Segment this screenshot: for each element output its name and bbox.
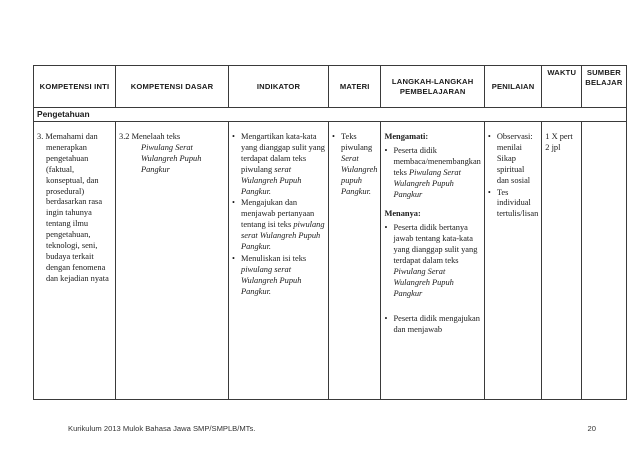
menanya-label: Menanya: [384,209,421,219]
ki-cell [34,121,116,399]
section-row [34,108,627,122]
kd-italic-text: Piwulang Serat Wulangreh Pupuh Pangkur [141,142,202,174]
list-item: • Menuliskan isi teks piwulang serat Wulangreh Pupuh Pangkur. [232,254,325,298]
header-waktu: WAKTU [542,66,582,108]
list-item: • Peserta didik bertanya jawab tentang kata-kata yang dianggap sulit yang terdapat dalam teks Piwulang Serat Wulangreh Pupuh Pangkur [384,223,480,299]
list-item: • Tes individual tertulis/lisan [488,188,538,221]
header-indikator: INDIKATOR [229,66,329,108]
header-langkah: LANGKAH-LANGKAH PEMBELAJARAN [381,66,484,108]
ki-text: 3. Memahami dan menerapkan pengetahuan (faktual, konseptual, dan prosedural) berdasarkan rasa ingin tahunya tentang ilmu pengetahuan, teknologi, seni, budaya terkait dengan fenomena dan kejadian nyata [37,131,109,283]
list-item: • Mengajukan dan menjawab pertanyaan tentang isi teks piwulang serat Wulangreh Pupuh Pangkur. [232,198,325,253]
waktu-cell: 1 X pert 2 jpl [542,121,582,399]
penilaian-list [488,132,538,220]
materi-list [332,132,377,198]
langkah-cell [381,121,484,399]
mengamati-label: Mengamati: [384,131,429,141]
list-item: • Observasi: menilai Sikap spiritual dan sosial [488,132,538,187]
header-row [34,66,627,108]
menanya-list [384,223,480,335]
header-penilaian: PENILAIAN [484,66,541,108]
section-label: Pengetahuan [34,108,627,122]
mengamati-list [384,146,480,201]
header-kompetensi-dasar: KOMPETENSI DASAR [116,66,229,108]
header-kompetensi-inti: KOMPETENSI INTI [34,66,116,108]
page-footer: Kurikulum 2013 Mulok Bahasa Jawa SMP/SMPLB/MTs. [68,424,256,433]
list-item: • Mengartikan kata-kata yang dianggap sulit yang terdapat dalam teks piwulang serat Wulangreh Pupuh Pangkur. [232,132,325,198]
list-item: • Peserta didik membaca/menembangkan teks Piwulang Serat Wulangreh Pupuh Pangkur [384,146,480,201]
header-sumber-belajar: SUMBER BELAJAR [582,66,626,108]
list-item: • Peserta didik mengajukan dan menjawab [384,314,480,336]
content-row [34,121,627,399]
rpp-table [33,65,627,400]
indikator-list [232,132,325,298]
indikator-cell [229,121,329,399]
page-number: 20 [587,424,596,433]
header-materi: MATERI [329,66,381,108]
penilaian-cell [484,121,541,399]
kd-cell [116,121,229,399]
kd-text: 3.2 Menelaah teks [119,131,181,141]
list-item: • Teks piwulang Serat Wulangreh pupuh Pangkur. [332,132,377,198]
materi-cell [329,121,381,399]
sumber-cell [582,121,626,399]
